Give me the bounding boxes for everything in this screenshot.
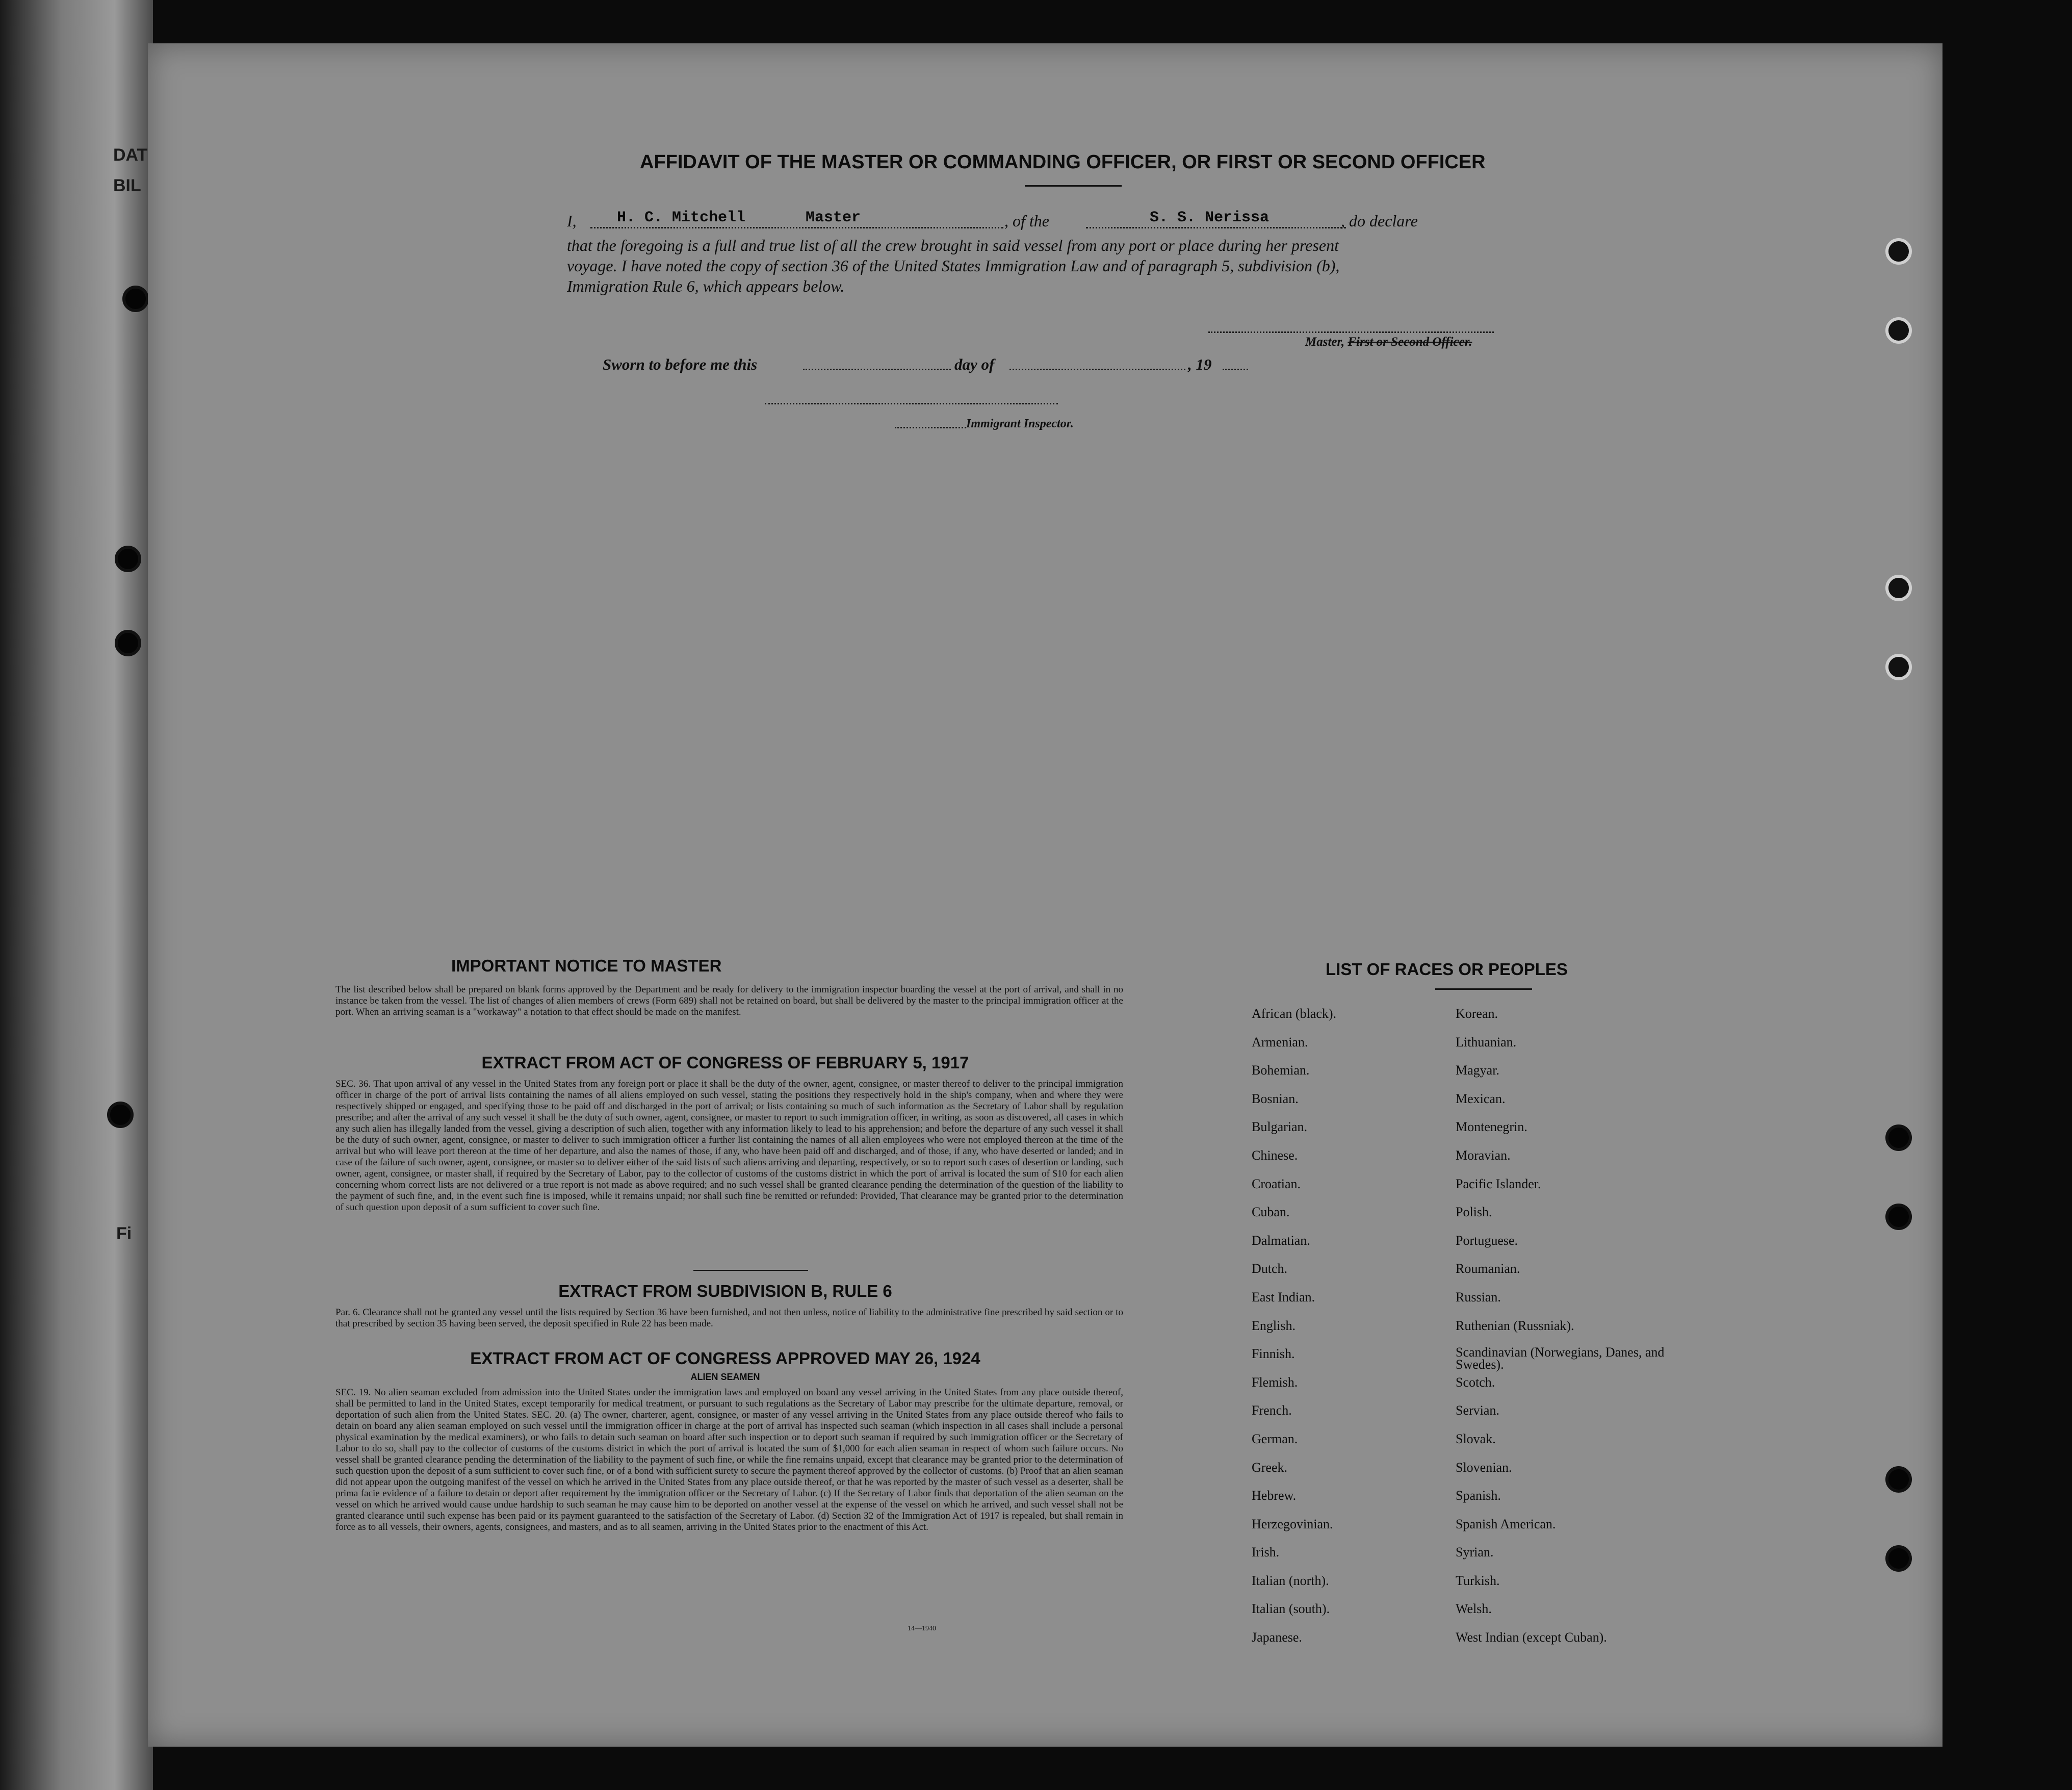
race-item: Slovenian. — [1456, 1460, 1512, 1475]
punch-hole — [1885, 317, 1912, 344]
race-item: Greek. — [1252, 1460, 1288, 1475]
race-item: French. — [1252, 1403, 1292, 1418]
race-item: Slovak. — [1456, 1431, 1496, 1446]
day-of-label: day of — [954, 355, 995, 373]
master-signature-line — [1208, 331, 1494, 333]
race-item: Ruthenian (Russniak). — [1456, 1318, 1574, 1333]
punch-hole — [1885, 1204, 1912, 1230]
race-item: Scandinavian (Norwegians, Danes, and Swedes). — [1456, 1345, 1665, 1372]
year-prefix-label: , 19 — [1188, 355, 1212, 373]
race-item: Italian (north). — [1252, 1573, 1329, 1588]
extract-1924-title: EXTRACT FROM ACT OF CONGRESS APPROVED MAY 26, 1924 — [470, 1349, 980, 1368]
affidavit-line-2: that the foregoing is a full and true list of all the crew brought in said vessel from any port or place during her present — [567, 236, 1339, 254]
race-item: East Indian. — [1252, 1289, 1315, 1305]
vessel-name-value: S. S. Nerissa — [1150, 209, 1270, 226]
notice-title: IMPORTANT NOTICE TO MASTER — [451, 956, 722, 975]
race-item: West Indian (except Cuban). — [1456, 1630, 1607, 1645]
master-name-value: H. C. Mitchell — [617, 209, 746, 226]
race-item: Turkish. — [1456, 1573, 1500, 1588]
race-item: Korean. — [1456, 1006, 1498, 1021]
margin-label-2: BIL — [113, 176, 141, 195]
race-item: Irish. — [1252, 1545, 1280, 1560]
section-rule — [693, 1270, 808, 1271]
extract-1924-subtitle: ALIEN SEAMEN — [690, 1372, 760, 1382]
binder-hole — [115, 546, 141, 572]
race-item: Dalmatian. — [1252, 1233, 1310, 1248]
extract-1917-title: EXTRACT FROM ACT OF CONGRESS OF FEBRUARY 5, 1917 — [481, 1053, 969, 1072]
signature-caption-master: Master, — [1305, 335, 1345, 349]
race-item: Polish. — [1456, 1205, 1492, 1220]
races-title: LIST OF RACES OR PEOPLES — [1326, 960, 1568, 979]
signature-caption — [1305, 335, 1472, 349]
margin-label-1: DAT — [113, 145, 148, 165]
race-item: Bohemian. — [1252, 1063, 1310, 1078]
race-item: Servian. — [1456, 1403, 1499, 1418]
race-item: African (black). — [1252, 1006, 1337, 1021]
race-item: Mexican. — [1456, 1091, 1506, 1106]
race-item: Spanish. — [1456, 1488, 1501, 1503]
race-item: Chinese. — [1252, 1147, 1298, 1163]
binder-hole — [122, 286, 149, 312]
races-list-left — [1252, 1006, 1445, 1658]
extract-1917-body: SEC. 36. That upon arrival of any vessel in the United States from any foreign port or place it shall be the duty of the owner, agent, consignee, or master thereof to deliver to the principal immigration officer in charge of the port of arrival lists containing the names of all aliens employed on such vessel, stating the positions they respectively hold in the ship's company, when and where they were respectively shipped or engaged, and specifying those to be paid off and discharged in the port of arrival; or lists containing so much of such information as the Secretary of Labor shall by regulation prescribe; and after the arrival of any such vessel it shall be the duty of such owner, agent, consignee, or master to report to such immigration officer, in writing, as soon as discovered, all cases in which any such alien has illegally landed from the vessel, giving a description of such alien, together with any information likely to lead to his apprehension; and before the departure of any such vessel it shall be the duty of such owner, agent, consignee, or master to deliver to such immigration officer a further list containing the names of all alien employees who were not employed thereon at the time of the arrival but who will leave port thereon at the time of her departure, and also the names of those, if any, who have been paid off and discharged, and of those, if any, who have deserted or landed; and in case of the failure of such owner, agent, consignee, or master so to deliver either of the said lists of such aliens arriving and departing, respectively, or so to report such cases of desertion or landing, such owner, agent, consignee, or master shall, if required by the Secretary of Labor, pay to the collector of customs of the customs district in which the port of arrival is located the sum of $10 for each alien concerning whom correct lists are not delivered or a true report is not made as above required; and no such vessel shall be granted clearance pending the determination of the question of the liability to the payment of such fine, and, in the event such fine is imposed, while it remains unpaid; nor shall such fine be remitted or refunded: Provided, That clearance may be granted prior to the determination of such question upon deposit of a sum sufficient to cover such fine. — [335, 1079, 1123, 1213]
race-item: Armenian. — [1252, 1034, 1308, 1050]
race-item: Montenegrin. — [1456, 1119, 1527, 1135]
race-item: Lithuanian. — [1456, 1034, 1517, 1050]
punch-hole — [1885, 1545, 1912, 1572]
race-item: Croatian. — [1252, 1176, 1301, 1191]
race-item: Finnish. — [1252, 1346, 1295, 1362]
race-item: Italian (south). — [1252, 1601, 1330, 1617]
form-number: 14—1940 — [908, 1625, 936, 1632]
race-item: Scotch. — [1456, 1374, 1495, 1390]
race-item: Herzegovinian. — [1252, 1516, 1333, 1531]
race-item: Roumanian. — [1456, 1261, 1520, 1276]
margin-label-4: Fi — [116, 1224, 132, 1243]
race-item: Dutch. — [1252, 1261, 1288, 1276]
race-item: Japanese. — [1252, 1630, 1302, 1645]
inspector-signature-line — [765, 403, 1058, 404]
signature-caption-struck: First or Second Officer. — [1348, 335, 1472, 349]
race-item: English. — [1252, 1318, 1296, 1333]
master-rank-value: Master — [806, 209, 861, 226]
title-rule — [1025, 185, 1122, 187]
punch-hole — [1885, 575, 1912, 601]
race-item: Portuguese. — [1456, 1233, 1518, 1248]
binder-margin — [0, 0, 153, 1790]
binder-hole — [115, 630, 141, 656]
extract-rule6-title: EXTRACT FROM SUBDIVISION B, RULE 6 — [558, 1282, 892, 1300]
punch-hole — [1885, 654, 1912, 680]
binder-hole — [107, 1102, 134, 1128]
do-declare-label: , do declare — [1341, 212, 1418, 230]
race-item: Welsh. — [1456, 1601, 1492, 1617]
sworn-month-field — [1009, 369, 1185, 370]
race-item: Bosnian. — [1252, 1091, 1299, 1106]
master-name-field — [590, 227, 1003, 228]
inspector-caption: Immigrant Inspector. — [966, 417, 1074, 430]
extract-rule6-body: Par. 6. Clearance shall not be granted any vessel until the lists required by Section 36 have been furnished, and not then unless, notice of liability to the administrative fine prescribed by said section or to that prescribed by section 35 having been served, the deposit specified in Rule 22 has been made. — [335, 1307, 1123, 1329]
race-item: German. — [1252, 1431, 1298, 1446]
affidavit-line-4: Immigration Rule 6, which appears below. — [567, 277, 845, 295]
race-item: Bulgarian. — [1252, 1119, 1308, 1135]
inspector-dots — [895, 427, 966, 428]
race-item: Russian. — [1456, 1289, 1501, 1305]
affidavit-title: AFFIDAVIT OF THE MASTER OR COMMANDING OFFICER, OR FIRST OR SECOND OFFICER — [640, 151, 1486, 173]
races-list-right — [1456, 1006, 1670, 1658]
sworn-year-field — [1223, 369, 1248, 370]
punch-hole — [1885, 1466, 1912, 1493]
race-item: Hebrew. — [1252, 1488, 1297, 1503]
extract-1924-body: SEC. 19. No alien seaman excluded from admission into the United States under the immigration laws and employed on board any vessel arriving in the United States from any place outside thereof, shall be permitted to land in the United States, except temporarily for medical treatment, or pursuant to such regulations as the Secretary of Labor may prescribe for the ultimate departure, removal, or deportation of such alien from the United States. SEC. 20. (a) The owner, charterer, agent, consignee, or master of any vessel arriving in the United States from any place outside thereof who fails to detain on board any alien seaman employed on such vessel until the immigration officer in charge at the port of arrival has inspected such seaman (which inspection in all cases shall include a personal physical examination by the medical examiners), or who fails to detain such seaman on board after such inspection or to deport such seaman if required by such immigration officer or the Secretary of Labor to do so, shall pay to the collector of customs of the customs district in which the port of arrival is located the sum of $1,000 for each alien seaman in respect of whom such failure occurs. No vessel shall be granted clearance pending the determination of the liability to the payment of such fine, or while the fine remains unpaid, except that clearance may be granted prior to the determination of such question upon the deposit of a sum sufficient to cover such fine, or of a bond with sufficient surety to secure the payment thereof approved by the collector of customs. (b) Proof that an alien seaman did not appear upon the outgoing manifest of the vessel on which he arrived in the United States from any place outside thereof, or that he was reported by the master of such vessel as a deserter, shall be prima facie evidence of a failure to detain or deport after requirement by the immigration officer or the Secretary of Labor. (c) If the Secretary of Labor finds that deportation of the alien seaman on the vessel on which he arrived would cause undue hardship to such seaman he may cause him to be deported on another vessel at the expense of the vessel on which he arrived, and such vessel shall not be granted clearance until such expense has been paid or its payment guaranteed to the satisfaction of the Secretary of Labor. (d) Section 32 of the Immigration Act of 1917 is repealed, but shall remain in force as to all vessels, their owners, agents, consignees, and masters, and as to all seamen, arriving in the United States prior to the enactment of this Act. — [335, 1387, 1123, 1532]
races-title-rule — [1435, 988, 1532, 990]
punch-hole — [1885, 1124, 1912, 1151]
affidavit-i-label: I, — [567, 212, 577, 230]
race-item: Cuban. — [1252, 1205, 1290, 1220]
of-the-label: , of the — [1004, 212, 1049, 230]
race-item: Syrian. — [1456, 1545, 1494, 1560]
punch-hole — [1885, 238, 1912, 265]
race-item: Spanish American. — [1456, 1516, 1556, 1531]
race-item: Moravian. — [1456, 1147, 1511, 1163]
affidavit-line-3: voyage. I have noted the copy of section 36 of the United States Immigration Law and of paragraph 5, subdivision (b), — [567, 257, 1340, 275]
race-item: Flemish. — [1252, 1374, 1298, 1390]
vessel-name-field — [1086, 227, 1346, 228]
sworn-day-field — [803, 369, 951, 370]
document-sheet — [148, 43, 1942, 1747]
race-item: Pacific Islander. — [1456, 1176, 1541, 1191]
sworn-label: Sworn to before me this — [603, 355, 758, 373]
race-item: Magyar. — [1456, 1063, 1499, 1078]
notice-body: The list described below shall be prepared on blank forms approved by the Department and be ready for delivery to the immigration inspector boarding the vessel at the port of arrival, and shall in no instance be taken from the vessel. The list of changes of alien members of crews (Form 689) shall not be retained on board, but shall be delivered by the master to the principal immigration officer at the port. When an arriving seaman is a "workaway" a notation to that effect should be made on the manifest. — [335, 984, 1123, 1017]
